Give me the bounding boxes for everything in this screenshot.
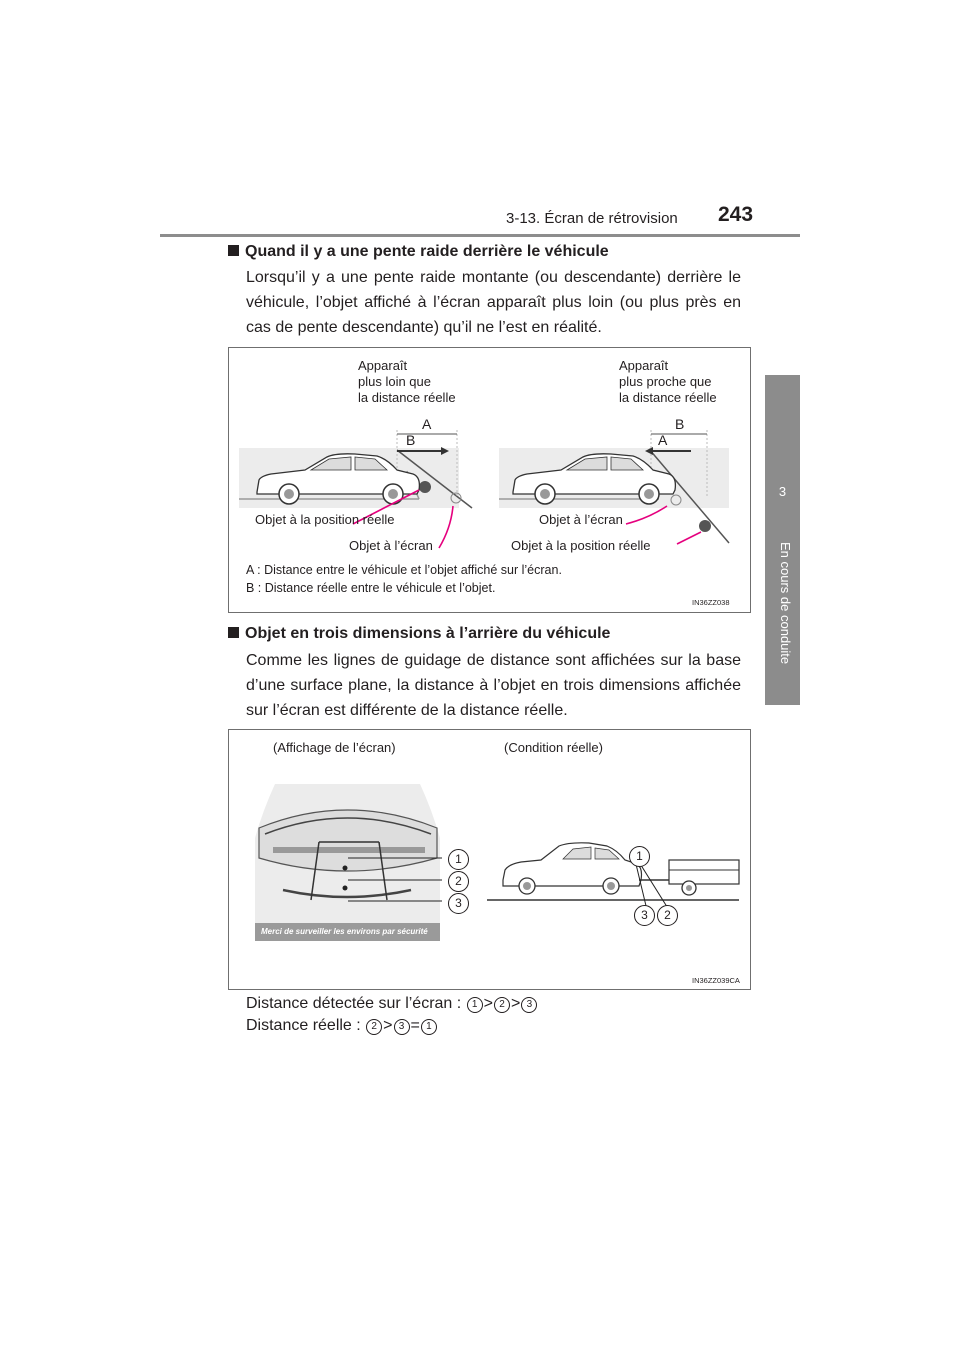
- caption-a: A : Distance entre le véhicule et l’objet affiché sur l’écran.: [246, 563, 562, 577]
- seq-marker: 2: [494, 997, 510, 1013]
- marker-2-real: 2: [657, 905, 678, 926]
- label-screen-object-right: Objet à l’écran: [539, 512, 623, 527]
- section-heading-3d: Objet en trois dimensions à l’arrière du véhicule: [228, 625, 610, 643]
- callout-left: Apparaît plus loin que la distance réelle: [358, 358, 456, 405]
- label-screen-display: (Affichage de l’écran): [273, 740, 396, 755]
- seq-marker: 3: [394, 1019, 410, 1035]
- distance-real-line: Distance réelle : 2 > 3 = 1: [246, 1017, 438, 1035]
- section-body-3d: Comme les lignes de guidage de distance sont affichées sur la base d’une surface plane, la distance à l’objet en trois dimensions affichée sur l’écran est différente de la distance réelle.: [246, 652, 741, 719]
- section-heading-slope: Quand il y a une pente raide derrière le véhicule: [228, 243, 609, 261]
- marker-3-screen: 3: [448, 893, 469, 914]
- label-real-position-left: Objet à la position réelle: [255, 512, 395, 527]
- heading-bullet-icon: [228, 245, 239, 256]
- figure-slope: [228, 347, 751, 613]
- figure-code-2: IN36ZZ039CA: [692, 976, 740, 985]
- seq-marker: 1: [467, 997, 483, 1013]
- camera-warning-text: Merci de surveiller les environs par sécurité: [261, 927, 428, 936]
- camera-view: [255, 784, 442, 941]
- marker-1-real: 1: [629, 846, 650, 867]
- marker-2-screen: 2: [448, 871, 469, 892]
- section-body-slope: Lorsqu’il y a une pente raide montante (ou descendante) derrière le véhicule, l’objet affiché à l’écran apparaît plus loin (ou plus près en cas de pente descendante) qu’il ne l’est en réalité.: [246, 269, 741, 336]
- seq-marker: 1: [421, 1019, 437, 1035]
- 3d-object-illustration: [229, 730, 750, 989]
- letter-a-left: A: [422, 416, 432, 432]
- marker-3-real: 3: [634, 905, 655, 926]
- figure-code-1: IN36ZZ038: [692, 598, 730, 607]
- distance-detected-line: Distance détectée sur l’écran : 1 > 2 > 3: [246, 995, 538, 1013]
- heading-bullet-icon: [228, 627, 239, 638]
- page-number: 243: [718, 203, 754, 226]
- label-screen-object-left: Objet à l’écran: [349, 538, 433, 553]
- header-rule: [160, 234, 800, 237]
- figure-3d-object: [228, 729, 751, 990]
- caption-b: B : Distance réelle entre le véhicule et l’objet.: [246, 581, 496, 595]
- label-real-position-right: Objet à la position réelle: [511, 538, 651, 553]
- callout-right: Apparaît plus proche que la distance réelle: [619, 358, 717, 405]
- letter-b-left: B: [406, 432, 416, 448]
- letter-a-right: A: [658, 432, 668, 448]
- real-scene: [487, 843, 739, 910]
- seq-marker: 2: [366, 1019, 382, 1035]
- section-title: 3-13. Écran de rétrovision: [506, 210, 678, 227]
- letter-b-right: B: [675, 416, 685, 432]
- label-real-condition: (Condition réelle): [504, 740, 603, 755]
- marker-1-screen: 1: [448, 849, 469, 870]
- chapter-tab-label: En cours de conduite: [778, 542, 793, 665]
- seq-marker: 3: [521, 997, 537, 1013]
- chapter-tab-number: 3: [778, 484, 787, 499]
